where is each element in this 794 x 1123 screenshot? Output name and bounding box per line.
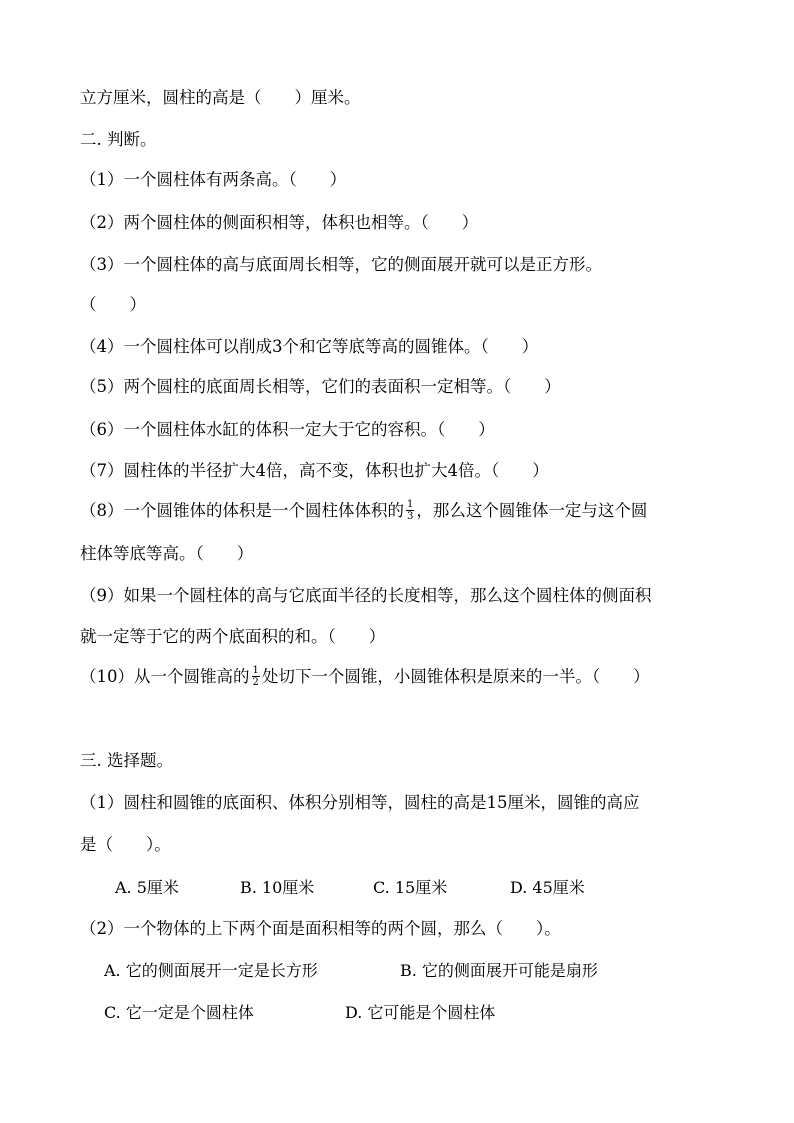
choice-q2-option-b: B. 它的侧面展开可能是扇形	[400, 961, 598, 980]
choice-q2-option-c: C. 它一定是个圆柱体	[104, 1003, 254, 1022]
fraction-one-third	[406, 499, 414, 522]
intro-line: 立方厘米，圆柱的高是（ ）厘米。	[80, 88, 361, 107]
judge-item-9-line1: （9）如果一个圆柱体的高与它底面半径的长度相等，那么这个圆柱体的侧面积	[80, 586, 652, 605]
section-3-heading: 三. 选择题。	[80, 751, 173, 770]
fraction-numerator: 1	[252, 665, 259, 676]
fraction-numerator: 1	[407, 499, 414, 510]
judge-item-9-line2: 就一定等于它的两个底面积的和。（ ）	[80, 627, 386, 646]
judge-item-8	[80, 499, 647, 523]
judge-item-7: （7）圆柱体的半径扩大4倍，高不变，体积也扩大4倍。（ ）	[80, 461, 549, 480]
judge-item-8-after: ，那么这个圆锥体一定与这个圆	[416, 501, 648, 520]
choice-q1-option-a: A. 5厘米	[115, 878, 179, 897]
choice-q1-line2: 是（ ）。	[80, 835, 171, 854]
judge-item-4: （4）一个圆柱体可以削成3个和它等底等高的圆锥体。（ ）	[80, 337, 539, 356]
judge-item-10-after: 处切下一个圆锥，小圆锥体积是原来的一半。（ ）	[261, 667, 650, 686]
judge-item-8-line2: 柱体等底等高。（ ）	[80, 544, 254, 563]
judge-item-6: （6）一个圆柱体水缸的体积一定大于它的容积。（ ）	[80, 420, 495, 439]
fraction-one-half	[252, 665, 260, 688]
judge-item-3: （3）一个圆柱体的高与底面周长相等，它的侧面展开就可以是正方形。	[80, 255, 602, 274]
choice-q2-option-a: A. 它的侧面展开一定是长方形	[104, 961, 318, 980]
judge-item-5: （5）两个圆柱的底面周长相等，它们的表面积一定相等。（ ）	[80, 377, 561, 396]
choice-q1-line1: （1）圆柱和圆锥的底面积、体积分别相等，圆柱的高是15厘米，圆锥的高应	[80, 793, 640, 812]
fraction-denominator: 3	[407, 511, 414, 522]
choice-q2-option-d: D. 它可能是个圆柱体	[345, 1003, 496, 1022]
judge-item-3-answer: （ ）	[80, 295, 146, 314]
judge-item-10-before: （10）从一个圆锥高的	[80, 667, 250, 686]
fraction-denominator: 2	[252, 677, 259, 688]
judge-item-1: （1）一个圆柱体有两条高。（ ）	[80, 170, 347, 189]
choice-q1-option-b: B. 10厘米	[240, 878, 315, 897]
judge-item-2: （2）两个圆柱体的侧面积相等，体积也相等。（ ）	[80, 213, 479, 232]
section-2-heading: 二. 判断。	[80, 130, 157, 149]
choice-q2-line1: （2）一个物体的上下两个面是面积相等的两个圆，那么（ ）。	[80, 919, 561, 938]
judge-item-8-before: （8）一个圆锥体的体积是一个圆柱体体积的	[80, 501, 404, 520]
choice-q1-option-c: C. 15厘米	[373, 878, 448, 897]
judge-item-10	[80, 665, 650, 689]
choice-q1-option-d: D. 45厘米	[510, 878, 585, 897]
